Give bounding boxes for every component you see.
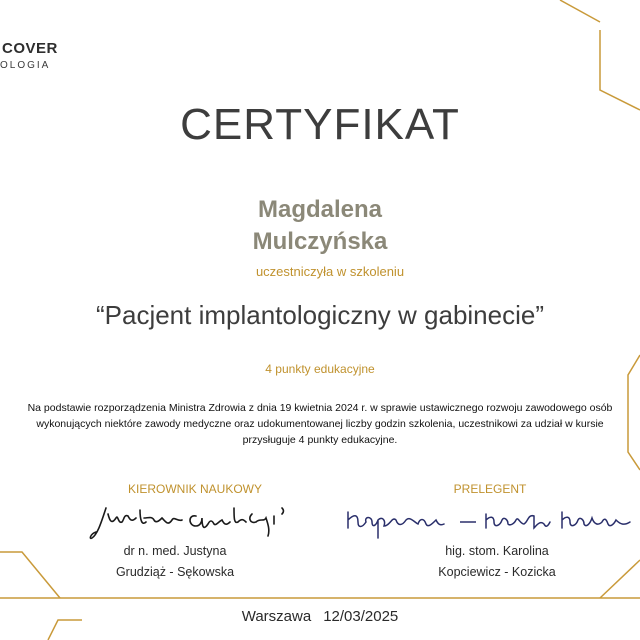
certificate-title: CERTYFIKAT <box>180 100 460 149</box>
role-lecturer: PRELEGENT <box>453 482 527 496</box>
points-text: 4 punkty edukacyjne <box>265 362 375 376</box>
legal-basis-text <box>0 400 640 448</box>
lecturer-name-line-1: hig. stom. Karolina <box>445 544 549 558</box>
course-title: “Pacjent implantologiczny w gabinecie” <box>95 300 544 330</box>
lecturer-name <box>367 541 627 583</box>
issue-place: Warszawa <box>241 608 312 625</box>
legal-line-2: wykonujących niektóre zawody medyczne oraz udokumentowanej liczby godzin szkolenia, uczestnikowi za udział w kursie <box>36 418 604 430</box>
issue-date: 12/03/2025 <box>323 608 399 625</box>
recipient-last-name: Mulczyńska <box>252 228 388 255</box>
legal-line-1: Na podstawie rozporządzenia Ministra Zdrowia z dnia 19 kwietnia 2024 r. w sprawie ustawicznego rozwoju zawodowego osób <box>27 402 613 414</box>
lecturer-name-line-2: Kopciewicz - Kozicka <box>438 565 556 579</box>
frame-line-top-right-2 <box>560 0 600 22</box>
scientific-director-name-line-1: dr n. med. Justyna <box>123 544 227 558</box>
participation-text: uczestniczyła w szkoleniu <box>255 264 405 279</box>
frame-line-top-right <box>600 30 640 110</box>
scientific-director-name <box>45 541 305 583</box>
role-scientific-director: KIEROWNIK NAUKOWY <box>127 482 262 496</box>
legal-line-3: przysługuje 4 punkty edukacyjne. <box>242 434 398 446</box>
logo-subtitle: OLOGIA <box>0 60 51 71</box>
place-and-date <box>0 608 640 625</box>
recipient-first-name: Magdalena <box>257 196 383 223</box>
scientific-director-name-line-2: Grudziąż - Sękowska <box>115 565 235 579</box>
logo-wordmark: COVER <box>2 40 58 57</box>
signature-right <box>340 502 640 542</box>
signature-left <box>88 500 303 542</box>
